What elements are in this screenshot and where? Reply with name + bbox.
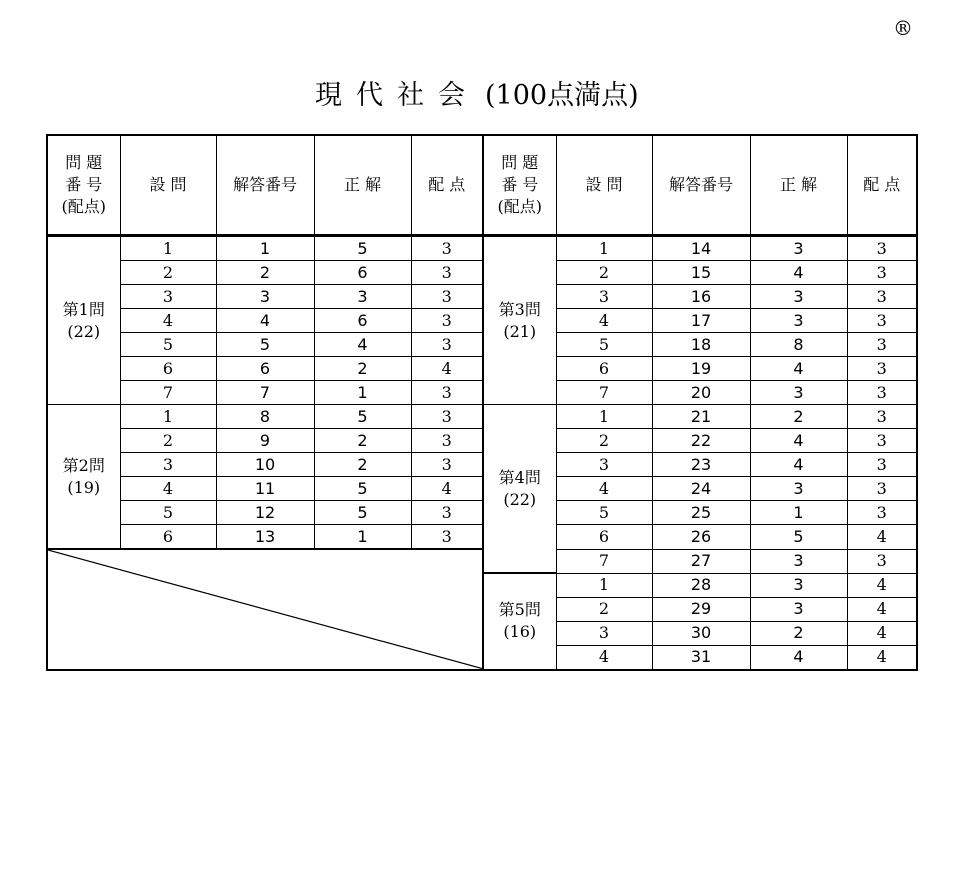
subject-title: 現代社会 [315,80,479,111]
points-cell: 3 [411,405,483,429]
question-cell: 2 [556,261,652,285]
points-cell: 3 [847,357,917,381]
table-row [47,236,917,261]
correct-cell: 5 [314,477,411,501]
question-cell: 1 [120,405,216,429]
header-question: 設 問 [120,135,216,236]
header-correct: 正 解 [750,135,847,236]
correct-cell: 3 [750,549,847,573]
answer-no-cell: 9 [216,429,314,453]
answer-no-cell: 11 [216,477,314,501]
blank-diagonal-area [47,549,483,670]
question-cell: 2 [556,597,652,621]
header-answer-no: 解答番号 [216,135,314,236]
answer-no-cell: 28 [652,573,750,597]
points-cell: 3 [847,429,917,453]
correct-cell: 1 [314,381,411,405]
table-row [47,477,917,501]
answer-no-cell: 12 [216,501,314,525]
answer-no-cell: 30 [652,621,750,645]
table-row [47,285,917,309]
registered-mark: ® [893,16,913,40]
question-cell: 4 [120,477,216,501]
answer-no-cell: 20 [652,381,750,405]
question-cell: 7 [556,549,652,573]
question-cell: 5 [556,333,652,357]
points-cell: 3 [411,381,483,405]
header-group: 問 題 番 号 (配点) [47,135,120,236]
question-cell: 1 [556,405,652,429]
header-row [47,135,917,236]
answer-no-cell: 31 [652,645,750,670]
answer-no-cell: 26 [652,525,750,550]
answer-no-cell: 7 [216,381,314,405]
table-row [47,261,917,285]
question-cell: 6 [556,525,652,550]
answer-no-cell: 23 [652,453,750,477]
group-cell: 第3問 (21) [483,236,556,405]
correct-cell: 3 [750,309,847,333]
answer-no-cell: 22 [652,429,750,453]
group-cell: 第5問 (16) [483,573,556,670]
points-cell: 3 [411,453,483,477]
diagonal-line [48,550,482,669]
question-cell: 6 [120,525,216,550]
points-cell: 3 [847,501,917,525]
question-cell: 4 [556,645,652,670]
points-cell: 3 [847,453,917,477]
points-cell: 3 [411,309,483,333]
points-cell: 3 [847,236,917,261]
answer-no-cell: 18 [652,333,750,357]
correct-cell: 8 [750,333,847,357]
correct-cell: 4 [750,261,847,285]
question-cell: 1 [556,236,652,261]
answer-no-cell: 16 [652,285,750,309]
correct-cell: 3 [314,285,411,309]
table-row [47,501,917,525]
correct-cell: 3 [750,285,847,309]
answer-no-cell: 29 [652,597,750,621]
correct-cell: 5 [314,501,411,525]
answer-no-cell: 3 [216,285,314,309]
correct-cell: 3 [750,381,847,405]
table-row [47,405,917,429]
points-cell: 3 [411,333,483,357]
question-cell: 7 [556,381,652,405]
points-cell: 3 [847,333,917,357]
question-cell: 2 [120,429,216,453]
answer-no-cell: 5 [216,333,314,357]
correct-cell: 4 [314,333,411,357]
answer-no-cell: 4 [216,309,314,333]
correct-cell: 2 [750,405,847,429]
header-points: 配 点 [847,135,917,236]
answer-no-cell: 13 [216,525,314,550]
points-cell: 4 [411,477,483,501]
table-row [47,429,917,453]
correct-cell: 2 [314,429,411,453]
points-cell: 3 [411,285,483,309]
points-cell: 3 [847,549,917,573]
question-cell: 3 [120,453,216,477]
correct-cell: 3 [750,597,847,621]
answer-no-cell: 1 [216,236,314,261]
points-cell: 4 [847,645,917,670]
points-cell: 4 [411,357,483,381]
points-cell: 4 [847,525,917,550]
answer-no-cell: 15 [652,261,750,285]
correct-cell: 6 [314,261,411,285]
question-cell: 4 [556,309,652,333]
question-cell: 1 [120,236,216,261]
correct-cell: 4 [750,429,847,453]
points-total: (100点満点) [485,80,639,111]
group-cell: 第4問 (22) [483,405,556,574]
points-cell: 3 [411,236,483,261]
points-cell: 3 [847,381,917,405]
correct-cell: 4 [750,645,847,670]
points-cell: 3 [411,429,483,453]
correct-cell: 2 [750,621,847,645]
table-row [47,549,917,573]
answer-no-cell: 25 [652,501,750,525]
correct-cell: 5 [314,405,411,429]
question-cell: 3 [556,621,652,645]
question-cell: 5 [556,501,652,525]
group-cell: 第1問 (22) [47,236,120,405]
correct-cell: 3 [750,573,847,597]
answer-no-cell: 24 [652,477,750,501]
correct-cell: 3 [750,477,847,501]
question-cell: 3 [556,453,652,477]
question-cell: 2 [556,429,652,453]
question-cell: 6 [556,357,652,381]
points-cell: 3 [411,501,483,525]
answer-no-cell: 10 [216,453,314,477]
points-cell: 3 [411,261,483,285]
question-cell: 4 [120,309,216,333]
points-cell: 3 [411,525,483,550]
question-cell: 6 [120,357,216,381]
points-cell: 3 [847,261,917,285]
table-row [47,525,917,550]
correct-cell: 4 [750,453,847,477]
answer-no-cell: 17 [652,309,750,333]
correct-cell: 6 [314,309,411,333]
points-cell: 4 [847,597,917,621]
header-points: 配 点 [411,135,483,236]
correct-cell: 5 [314,236,411,261]
group-cell: 第2問 (19) [47,405,120,550]
answer-no-cell: 14 [652,236,750,261]
correct-cell: 2 [314,453,411,477]
question-cell: 3 [556,285,652,309]
points-cell: 3 [847,285,917,309]
question-cell: 1 [556,573,652,597]
header-group: 問 題 番 号 (配点) [483,135,556,236]
question-cell: 7 [120,381,216,405]
answer-no-cell: 2 [216,261,314,285]
table-row [47,333,917,357]
question-cell: 3 [120,285,216,309]
answer-no-cell: 21 [652,405,750,429]
answer-no-cell: 19 [652,357,750,381]
question-cell: 4 [556,477,652,501]
correct-cell: 1 [750,501,847,525]
points-cell: 3 [847,477,917,501]
question-cell: 2 [120,261,216,285]
correct-cell: 2 [314,357,411,381]
table-row [47,381,917,405]
points-cell: 4 [847,573,917,597]
table-row [47,357,917,381]
table-row [47,453,917,477]
question-cell: 5 [120,501,216,525]
header-question: 設 問 [556,135,652,236]
answer-no-cell: 8 [216,405,314,429]
correct-cell: 4 [750,357,847,381]
answer-no-cell: 27 [652,549,750,573]
header-answer-no: 解答番号 [652,135,750,236]
correct-cell: 3 [750,236,847,261]
points-cell: 3 [847,405,917,429]
points-cell: 4 [847,621,917,645]
table-row [47,309,917,333]
answer-table [46,134,918,671]
correct-cell: 5 [750,525,847,550]
header-correct: 正 解 [314,135,411,236]
answer-no-cell: 6 [216,357,314,381]
points-cell: 3 [847,309,917,333]
page-title [315,78,639,114]
question-cell: 5 [120,333,216,357]
correct-cell: 1 [314,525,411,550]
